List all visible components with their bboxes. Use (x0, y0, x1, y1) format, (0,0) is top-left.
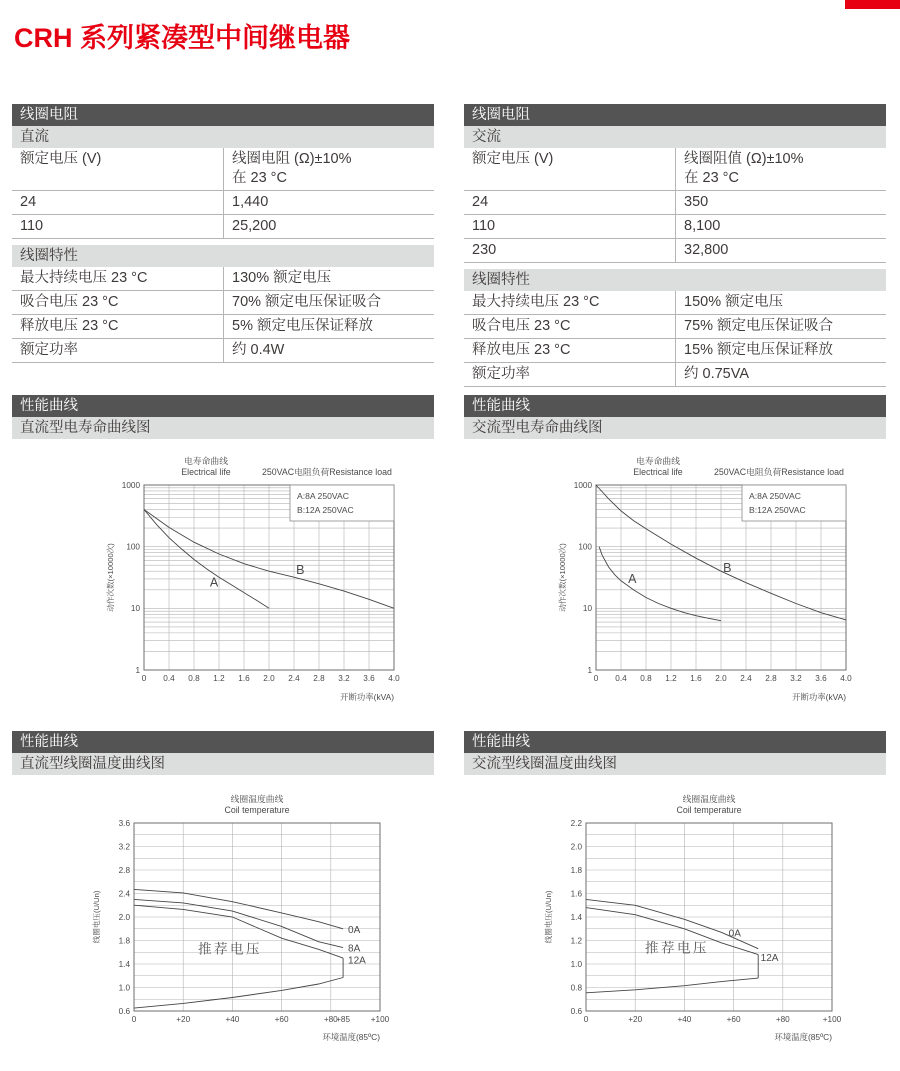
svg-text:0.8: 0.8 (640, 674, 652, 683)
svg-text:0A: 0A (348, 924, 361, 936)
svg-text:1.4: 1.4 (570, 912, 582, 922)
svg-text:1.2: 1.2 (213, 674, 225, 683)
section-header-performance: 性能曲线 (12, 395, 434, 417)
svg-text:+40: +40 (225, 1015, 240, 1024)
section-header-coil-resistance-dc: 线圈电阻 (12, 104, 434, 126)
cell-value: 约 0.4W (223, 339, 434, 362)
svg-text:1.2: 1.2 (665, 674, 677, 683)
svg-text:+60: +60 (726, 1015, 741, 1024)
table-header-row (464, 148, 886, 191)
svg-text:2.4: 2.4 (288, 674, 300, 683)
section-header-coil-characteristics-ac: 线圈特性 (464, 269, 886, 291)
ac-temp-section (464, 731, 886, 1045)
svg-text:2.0: 2.0 (118, 912, 130, 922)
svg-text:线圈电压(U/Un): 线圈电压(U/Un) (92, 890, 101, 944)
dc-life-section (12, 395, 434, 705)
cell-value: 75% 额定电压保证吸合 (675, 315, 886, 338)
svg-text:2.0: 2.0 (570, 842, 582, 852)
svg-text:B:12A 250VAC: B:12A 250VAC (749, 505, 806, 515)
svg-text:10: 10 (130, 604, 140, 614)
svg-text:4.0: 4.0 (840, 674, 852, 683)
svg-text:+85: +85 (336, 1015, 351, 1024)
section-header-performance: 性能曲线 (464, 395, 886, 417)
svg-text:1: 1 (135, 665, 140, 675)
cell-voltage: 110 (472, 218, 496, 234)
col-header-coil-resistance (223, 148, 434, 190)
svg-text:0.8: 0.8 (570, 983, 582, 993)
svg-text:动作次数(×10000次): 动作次数(×10000次) (558, 543, 567, 612)
svg-text:3.2: 3.2 (790, 674, 802, 683)
svg-text:A: A (628, 571, 637, 586)
cell-param: 释放电压 23 °C (472, 342, 571, 358)
svg-text:3.6: 3.6 (118, 818, 130, 828)
col-header-line1: 线圈阻值 (Ω)±10% (684, 151, 804, 167)
cell-voltage: 24 (20, 194, 37, 210)
svg-text:2.8: 2.8 (313, 674, 325, 683)
svg-text:0: 0 (141, 674, 147, 683)
dc-resistance-table (12, 148, 434, 239)
col-header-rated-voltage: 额定电压 (V) (20, 151, 102, 167)
svg-text:+40: +40 (677, 1015, 692, 1024)
svg-text:8A: 8A (348, 943, 361, 955)
subsection-dc-life: 直流型电寿命曲线图 (12, 417, 434, 439)
dc-column (12, 104, 434, 387)
svg-text:1.0: 1.0 (570, 959, 582, 969)
svg-text:+100: +100 (822, 1015, 842, 1024)
svg-text:动作次数(×10000次): 动作次数(×10000次) (106, 543, 115, 612)
svg-text:10: 10 (582, 604, 592, 614)
col-header-line2: 在 23 °C (232, 170, 287, 186)
cell-param: 吸合电压 23 °C (20, 294, 119, 310)
svg-text:推荐电压: 推荐电压 (645, 940, 710, 956)
cell-value: 130% 额定电压 (223, 267, 434, 290)
subsection-ac-temp: 交流型线圈温度曲线图 (464, 753, 886, 775)
col-header-line2: 在 23 °C (684, 170, 739, 186)
table-row (464, 239, 886, 263)
cell-resistance: 350 (675, 191, 886, 214)
svg-text:A: A (209, 575, 219, 590)
ac-characteristics-table (464, 291, 886, 387)
dc-coil-temperature-chart (90, 789, 412, 1045)
svg-text:开断功率(kVA): 开断功率(kVA) (792, 692, 846, 702)
section-header-performance: 性能曲线 (12, 731, 434, 753)
svg-text:A:8A 250VAC: A:8A 250VAC (749, 491, 801, 501)
table-row (12, 267, 434, 291)
svg-text:1.2: 1.2 (570, 936, 582, 946)
dc-temp-section (12, 731, 434, 1045)
table-header-row (12, 148, 434, 191)
svg-text:0.6: 0.6 (118, 1006, 130, 1016)
col-header-rated-voltage: 额定电压 (V) (472, 151, 554, 167)
section-header-performance: 性能曲线 (464, 731, 886, 753)
svg-text:环境温度(85ºC): 环境温度(85ºC) (774, 1032, 832, 1042)
table-row (464, 339, 886, 363)
cell-param: 释放电压 23 °C (20, 318, 119, 334)
svg-text:1000: 1000 (573, 480, 592, 490)
svg-text:2.4: 2.4 (740, 674, 752, 683)
svg-text:1000: 1000 (121, 480, 140, 490)
svg-text:12A: 12A (760, 952, 779, 964)
col-header-line1: 线圈电阻 (Ω)±10% (232, 151, 352, 167)
svg-text:1.8: 1.8 (570, 865, 582, 875)
cell-value: 5% 额定电压保证释放 (223, 315, 434, 338)
svg-text:Coil temperature: Coil temperature (224, 805, 290, 815)
svg-text:线圈电压(U/Un): 线圈电压(U/Un) (544, 890, 553, 944)
svg-text:Electrical life: Electrical life (181, 467, 231, 477)
svg-text:3.2: 3.2 (118, 842, 130, 852)
dc-electrical-life-chart (104, 453, 426, 705)
ac-coil-temperature-chart (542, 789, 864, 1045)
table-row (12, 191, 434, 215)
subsection-dc: 直流 (12, 126, 434, 148)
ac-electrical-life-chart (556, 453, 878, 705)
cell-value: 150% 额定电压 (675, 291, 886, 314)
svg-text:2.0: 2.0 (263, 674, 275, 683)
svg-text:3.2: 3.2 (338, 674, 350, 683)
svg-text:开断功率(kVA): 开断功率(kVA) (340, 692, 394, 702)
svg-text:2.8: 2.8 (118, 865, 130, 875)
svg-text:0.6: 0.6 (570, 1006, 582, 1016)
cell-value: 约 0.75VA (675, 363, 886, 386)
svg-text:0A: 0A (728, 928, 741, 940)
svg-text:线圈温度曲线: 线圈温度曲线 (682, 794, 736, 804)
table-row (464, 315, 886, 339)
table-row (12, 315, 434, 339)
table-row (12, 339, 434, 363)
svg-text:推荐电压: 推荐电压 (197, 941, 262, 957)
svg-text:0: 0 (593, 674, 599, 683)
svg-text:3.6: 3.6 (815, 674, 827, 683)
svg-text:电寿命曲线: 电寿命曲线 (184, 456, 228, 466)
svg-text:2.2: 2.2 (570, 818, 582, 828)
svg-text:线圈温度曲线: 线圈温度曲线 (230, 794, 284, 804)
cell-voltage: 24 (472, 194, 489, 210)
ac-life-section (464, 395, 886, 705)
svg-text:B:12A 250VAC: B:12A 250VAC (297, 505, 354, 515)
svg-text:250VAC电阻负荷Resistance load: 250VAC电阻负荷Resistance load (714, 467, 844, 477)
subsection-dc-temp: 直流型线圈温度曲线图 (12, 753, 434, 775)
page-title: CRH 系列紧凑型中间继电器 (14, 23, 350, 53)
svg-text:4.0: 4.0 (388, 674, 400, 683)
chart-container (90, 775, 434, 1045)
svg-text:+20: +20 (176, 1015, 191, 1024)
life-charts-row (0, 395, 900, 705)
svg-text:100: 100 (126, 542, 140, 552)
col-header-coil-resistance (675, 148, 886, 190)
svg-text:B: B (296, 562, 305, 577)
svg-text:1.4: 1.4 (118, 959, 130, 969)
svg-text:+80: +80 (323, 1015, 338, 1024)
temp-charts-row (0, 731, 900, 1045)
svg-text:1.8: 1.8 (118, 936, 130, 946)
svg-text:0.8: 0.8 (188, 674, 200, 683)
svg-text:1.6: 1.6 (570, 889, 582, 899)
cell-param: 额定功率 (20, 342, 78, 358)
table-row (464, 363, 886, 387)
cell-param: 最大持续电压 23 °C (20, 270, 148, 286)
svg-text:环境温度(85ºC): 环境温度(85ºC) (322, 1032, 380, 1042)
svg-text:+100: +100 (370, 1015, 390, 1024)
svg-text:1.6: 1.6 (238, 674, 250, 683)
svg-text:A:8A 250VAC: A:8A 250VAC (297, 491, 349, 501)
svg-text:0.4: 0.4 (615, 674, 627, 683)
dc-characteristics-table (12, 267, 434, 363)
svg-text:0.4: 0.4 (163, 674, 175, 683)
ac-resistance-table (464, 148, 886, 263)
page-corner-accent (845, 0, 900, 9)
cell-resistance: 32,800 (675, 239, 886, 262)
cell-param: 最大持续电压 23 °C (472, 294, 600, 310)
table-row (12, 215, 434, 239)
svg-text:+60: +60 (274, 1015, 289, 1024)
ac-column (464, 104, 886, 387)
subsection-ac-life: 交流型电寿命曲线图 (464, 417, 886, 439)
cell-resistance: 8,100 (675, 215, 886, 238)
svg-text:1: 1 (587, 665, 592, 675)
svg-text:2.8: 2.8 (765, 674, 777, 683)
cell-voltage: 230 (472, 242, 497, 258)
svg-text:2.0: 2.0 (715, 674, 727, 683)
table-row (12, 291, 434, 315)
svg-text:电寿命曲线: 电寿命曲线 (636, 456, 680, 466)
svg-text:+20: +20 (628, 1015, 643, 1024)
svg-text:250VAC电阻负荷Resistance load: 250VAC电阻负荷Resistance load (262, 467, 392, 477)
chart-container (104, 439, 434, 705)
cell-param: 额定功率 (472, 366, 530, 382)
svg-text:+80: +80 (775, 1015, 790, 1024)
svg-text:Electrical life: Electrical life (633, 467, 683, 477)
svg-text:100: 100 (578, 542, 592, 552)
svg-text:2.4: 2.4 (118, 889, 130, 899)
svg-text:1.6: 1.6 (690, 674, 702, 683)
cell-value: 15% 额定电压保证释放 (675, 339, 886, 362)
chart-container (556, 439, 886, 705)
table-row (464, 191, 886, 215)
svg-text:1.0: 1.0 (118, 983, 130, 993)
cell-value: 70% 额定电压保证吸合 (223, 291, 434, 314)
tables-row (0, 104, 900, 387)
svg-text:0: 0 (583, 1015, 589, 1024)
section-header-coil-resistance-ac: 线圈电阻 (464, 104, 886, 126)
subsection-ac: 交流 (464, 126, 886, 148)
table-row (464, 291, 886, 315)
svg-text:0: 0 (131, 1015, 137, 1024)
cell-resistance: 25,200 (223, 215, 434, 238)
table-row (464, 215, 886, 239)
chart-container (542, 775, 886, 1045)
section-header-coil-characteristics-dc: 线圈特性 (12, 245, 434, 267)
cell-resistance: 1,440 (223, 191, 434, 214)
svg-text:Coil temperature: Coil temperature (676, 805, 742, 815)
svg-text:3.6: 3.6 (363, 674, 375, 683)
svg-text:12A: 12A (348, 955, 366, 967)
cell-voltage: 110 (20, 218, 44, 234)
cell-param: 吸合电压 23 °C (472, 318, 571, 334)
svg-text:B: B (723, 561, 732, 576)
